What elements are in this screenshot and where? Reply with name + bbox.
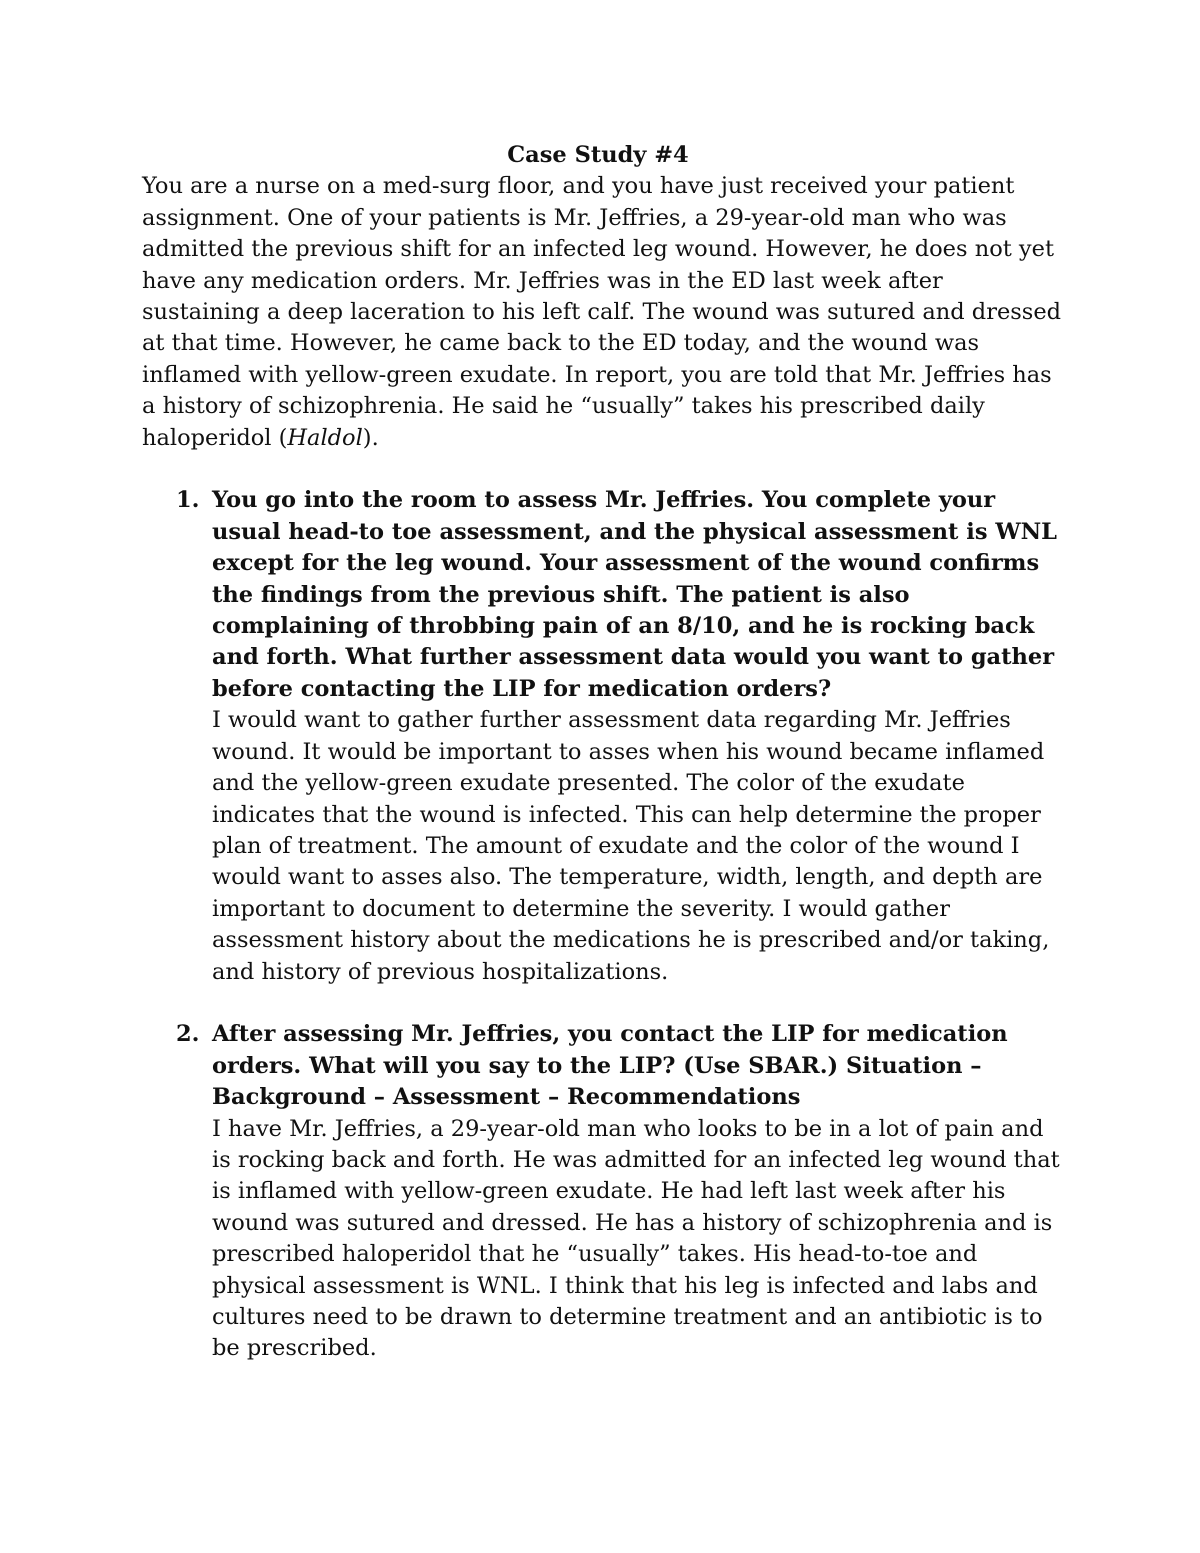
question-item-1 [142, 485, 1062, 988]
intro-text-end: ). [362, 424, 379, 451]
question-text: You go into the room to assess Mr. Jeffries. You complete your usual head-to toe assessment, and the physical assessment is WNL except for the leg wound. Your assessment of the wound confirms the findings from the previous shift. The patient is also complaining of throbbing pain of an 8/10, and he is rocking back and forth. What further assessment data would you want to gather before contacting the LIP for medication orders? [212, 487, 1057, 702]
question-number: 2. [176, 1021, 200, 1048]
document-title: Case Study #4 [507, 142, 689, 168]
document-page [142, 140, 1062, 1396]
question-text: After assessing Mr. Jeffries, you contact the LIP for medication orders. What will you say to the LIP? (Use SBAR.) Situation – Background – Assessment – Recommendations [212, 1021, 1008, 1111]
question-number: 1. [176, 487, 200, 514]
intro-drug-brand: Haldol [287, 424, 363, 451]
answer-text: I would want to gather further assessment data regarding Mr. Jeffries wound. It would be important to asses when his wound became inflamed and the yellow-green exudate presented. The color of the exudate indicates that the wound is infected. This can help determine the proper plan of treatment. The amount of exudate and the color of the wound I would want to asses also. The temperature, width, length, and depth are important to document to determine the severity. I would gather assessment history about the medications he is prescribed and/or taking, and history of previous hospitalizations. [212, 707, 1050, 985]
question-item-2 [142, 1019, 1062, 1364]
intro-text: You are a nurse on a med-surg floor, and you have just received your patient assignment. One of your patients is Mr. Jeffries, a 29-year-old man who was admitted the previous shift for an infected leg wound. However, he does not yet have any medication orders. Mr. Jeffries was in the ED last week after sustaining a deep laceration to his left calf. The wound was sutured and dressed at that time. However, he came back to the ED today, and the wound was inflamed with yellow-green exudate. In report, you are told that Mr. Jeffries has a history of schizophrenia. He said he “usually” takes his prescribed daily haloperidol ( [142, 173, 1062, 451]
answer-text: I have Mr. Jeffries, a 29-year-old man who looks to be in a lot of pain and is rocking back and forth. He was admitted for an infected leg wound that is inflamed with yellow-green exudate. He had left last week after his wound was sutured and dressed. He has a history of schizophrenia and is prescribed haloperidol that he “usually” takes. His head-to-toe and physical assessment is WNL. I think that his leg is infected and labs and cultures need to be drawn to determine treatment and an antibiotic is to be prescribed. [212, 1115, 1060, 1362]
question-list [142, 485, 1062, 1364]
intro-paragraph [142, 171, 1062, 454]
